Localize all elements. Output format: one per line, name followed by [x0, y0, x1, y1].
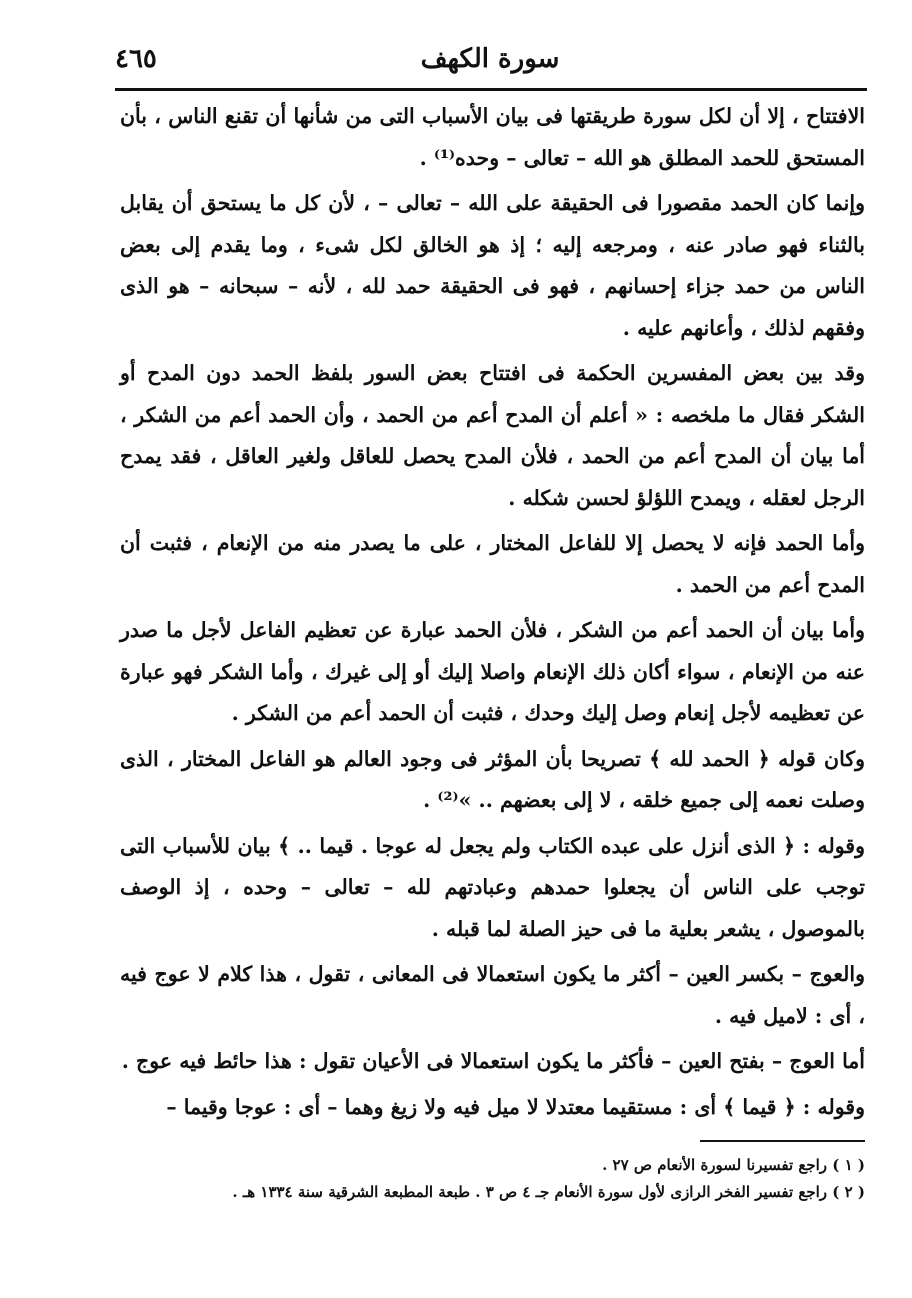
paragraph: الافتتاح ، إلا أن لكل سورة طريقتها فى بيان الأسباب التى من شأنها أن تقنع الناس ، بأن المستحق للحمد المطلق هو الله – تعالى – وحده⁽¹⁾ . [120, 104, 865, 170]
paragraph: وقوله : ﴿ قيما ﴾ أى : مستقيما معتدلا لا ميل فيه ولا زيغ وهما – أى : عوجا وقيما – [166, 1094, 865, 1119]
main-text [120, 96, 865, 1132]
footnotes [120, 1152, 865, 1206]
paragraph: وكان قوله ﴿ الحمد لله ﴾ تصريحا بأن المؤثر فى وجود العالم هو الفاعل المختار ، الذى وصلت نعمه إلى جميع خلقه ، لا إلى بعضهم .. »⁽²⁾ . [120, 746, 865, 812]
footnote: ( ٢ ) راجع تفسير الفخر الرازى لأول سورة الأنعام جـ ٤ ص ٣ . طبعة المطبعة الشرقية سنة ١٣٣٤ هـ . [232, 1183, 865, 1201]
paragraph: وقد بين بعض المفسرين الحكمة فى افتتاح بعض السور بلفظ الحمد دون المدح أو الشكر فقال ما ملخصه : « أعلم أن المدح أعم من الحمد ، وأن الحمد أعم من الشكر ، أما بيان أن المدح أعم من الحمد ، فلأن المدح يحصل للعاقل ولغير العاقل ، فقد يمدح الرجل لعقله ، ويمدح اللؤلؤ لحسن شكله . [120, 361, 865, 510]
paragraph: وأما بيان أن الحمد أعم من الشكر ، فلأن الحمد عبارة عن تعظيم الفاعل لأجل ما صدر عنه من الإنعام ، سواء أكان ذلك الإنعام واصلا إليك أو إلى غيرك ، وأما الشكر فهو عبارة عن تعظيمه لأجل إنعام وصل إليك وحدك ، فثبت أن الحمد أعم من الشكر . [120, 618, 865, 725]
header-divider [115, 88, 867, 91]
page-header [115, 42, 865, 86]
page-number: ٤٦٥ [115, 44, 157, 74]
paragraph: وأما الحمد فإنه لا يحصل إلا للفاعل المختار ، على ما يصدر منه من الإنعام ، فثبت أن المدح أعم من الحمد . [120, 531, 865, 597]
paragraph: أما العوج – بفتح العين – فأكثر ما يكون استعمالا فى الأعيان تقول : هذا حائط فيه عوج . [121, 1049, 865, 1073]
footnote-divider [700, 1140, 865, 1142]
running-title: سورة الكهف [420, 44, 560, 74]
paragraph: وقوله : ﴿ الذى أنزل على عبده الكتاب ولم يجعل له عوجا . قيما .. ﴾ بيان للأسباب التى توجب على الناس أن يجعلوا حمدهم وعبادتهم لله – تعالى – وحده ، إذ الوصف بالموصول ، يشعر بعلية ما فى حيز الصلة لما قبله . [120, 833, 865, 941]
footnote: ( ١ ) راجع تفسيرنا لسورة الأنعام ص ٢٧ . [602, 1156, 865, 1174]
paragraph: وإنما كان الحمد مقصورا فى الحقيقة على الله – تعالى – ، لأن كل ما يستحق أن يقابل بالثناء فهو صادر عنه ، ومرجعه إليه ؛ إذ هو الخالق لكل شىء ، وما يقدم إلى بعض الناس من حمد جزاء إحسانهم ، فهو فى الحقيقة حمد لله ، لأنه – سبحانه – هو الذى وفقهم لذلك ، وأعانهم عليه . [120, 191, 865, 340]
paragraph: والعوج – بكسر العين – أكثر ما يكون استعمالا فى المعانى ، تقول ، هذا كلام لا عوج فيه ، أى : لاميل فيه . [120, 962, 865, 1028]
